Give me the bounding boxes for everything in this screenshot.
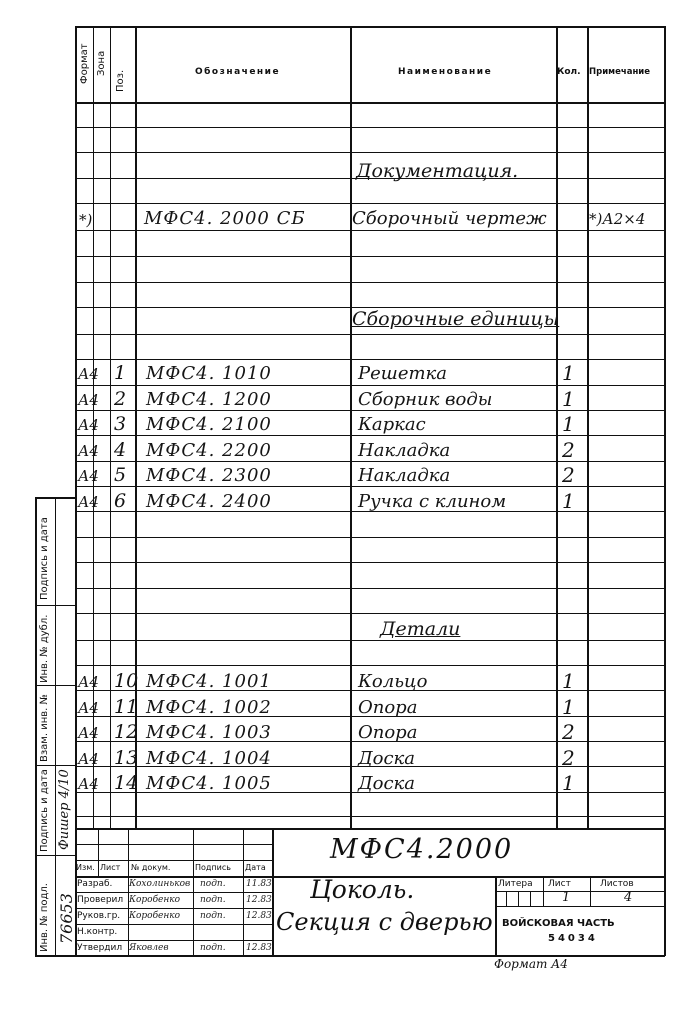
assembly-designation: МФС4. 2400 (146, 491, 272, 512)
section-parts: Детали (380, 618, 461, 640)
header-pos: Поз. (115, 69, 126, 92)
assembly-format: А4 (78, 365, 99, 383)
assembly-designation: МФС4. 1200 (146, 388, 272, 410)
part-pos: 11 (114, 695, 139, 718)
assembly-qty: 2 (562, 463, 575, 488)
side-podpis-data-bottom: Подпись и дата (39, 769, 50, 852)
part-qty: 2 (562, 745, 575, 770)
row-line (75, 334, 665, 335)
tb-date: 11.83 (246, 879, 272, 889)
tb-surname: Кохолиньков (129, 879, 191, 889)
part-designation: МФС4. 1005 (146, 773, 272, 795)
assembly-designation: МФС4. 1010 (146, 363, 272, 384)
section-documentation: Документация. (356, 160, 519, 182)
header-note: Примечание (589, 67, 651, 77)
part-format: А4 (78, 724, 99, 743)
side-sign: Фишер 4/10 (57, 769, 72, 850)
tb-role: Проверил (77, 895, 124, 905)
assembly-name: Ручка с клином (358, 491, 507, 512)
assembly-pos: 6 (114, 490, 127, 512)
tb-role: Утвердил (77, 943, 123, 953)
doc-designation: МФС4. 2000 СБ (144, 208, 306, 229)
col-data: Дата (245, 863, 266, 872)
part-name: Доска (358, 773, 416, 795)
header-designation: Обозначение (195, 67, 281, 77)
row-line (75, 461, 665, 462)
part-pos: 10 (114, 670, 139, 692)
part-format: А4 (78, 775, 99, 794)
side-podpis-data-top: Подпись и дата (39, 517, 50, 600)
assembly-qty: 1 (562, 386, 575, 411)
part-format: А4 (78, 698, 99, 717)
assembly-pos: 5 (114, 464, 127, 487)
row-line (75, 359, 665, 360)
assembly-pos: 2 (114, 387, 127, 410)
tb-date: 12.83 (246, 895, 272, 905)
part-qty: 1 (562, 694, 575, 719)
assembly-format: А4 (78, 441, 99, 460)
assembly-qty: 1 (562, 361, 575, 385)
assembly-pos: 3 (114, 413, 127, 436)
tb-surname: Коробенко (129, 911, 181, 921)
assembly-qty: 1 (562, 412, 575, 437)
org-line2: 54034 (548, 933, 598, 944)
part-designation: МФС4. 1002 (146, 696, 272, 718)
part-format: А4 (78, 749, 99, 768)
part-qty: 1 (562, 771, 575, 796)
header-name: Наименование (398, 67, 493, 77)
assembly-name: Решетка (358, 363, 448, 384)
assembly-designation: МФС4. 2300 (146, 465, 272, 487)
header-format: Формат (79, 43, 90, 84)
assembly-qty: 2 (562, 437, 575, 462)
part-name: Опора (358, 722, 418, 744)
list-label: Лист (548, 879, 571, 889)
row-line (75, 282, 665, 283)
row-line (75, 256, 665, 257)
part-name: Кольцо (358, 671, 428, 692)
doc-format: *) (79, 211, 93, 229)
list-value: 1 (562, 890, 571, 905)
section-assemblies: Сборочные единицы (352, 308, 560, 330)
litera-label: Литера (498, 879, 533, 889)
col-list: Лист (100, 863, 121, 872)
side-inv-dubl: Инв. № дубл. (39, 614, 50, 683)
col-izm: Изм. (76, 863, 95, 872)
assembly-designation: МФС4. 2200 (146, 439, 272, 461)
format-note: Формат А4 (494, 957, 568, 971)
part-pos: 12 (114, 721, 139, 744)
part-pos: 14 (114, 772, 139, 795)
assembly-qty: 1 (562, 489, 575, 513)
listov-label: Листов (600, 879, 634, 889)
assembly-format: А4 (78, 390, 99, 409)
part-qty: 2 (562, 720, 575, 745)
assembly-name: Накладка (358, 465, 451, 487)
row-line (75, 410, 665, 411)
assembly-name: Накладка (358, 439, 451, 461)
part-format: А4 (78, 673, 99, 691)
header-qty: Кол. (557, 67, 581, 77)
row-line (75, 816, 665, 817)
tb-date: 12.83 (246, 911, 272, 921)
title-line1: Цоколь. (310, 875, 415, 904)
tb-role: Разраб. (77, 879, 113, 889)
row-line (75, 127, 665, 128)
tb-role: Руков.гр. (77, 911, 121, 921)
doc-note: *)А2×4 (589, 210, 646, 228)
col-ndoc: № докум. (131, 863, 171, 872)
part-designation: МФС4. 1003 (146, 722, 272, 744)
assembly-pos: 4 (114, 438, 127, 461)
tb-role: Н.контр. (77, 927, 118, 937)
part-name: Опора (358, 696, 418, 718)
row-line (75, 640, 665, 641)
doc-number: МФС4.2000 (330, 834, 514, 865)
assembly-designation: МФС4. 2100 (146, 414, 272, 436)
row-line (75, 613, 665, 614)
side-vzam-inv: Взам. инв. № (39, 694, 50, 762)
tb-date: 12.83 (246, 943, 272, 953)
assembly-format: А4 (78, 493, 99, 511)
title-line2: Секция с дверью (276, 908, 493, 936)
assembly-format: А4 (78, 416, 99, 435)
assembly-name: Каркас (358, 414, 426, 436)
part-pos: 13 (114, 746, 139, 769)
row-line (75, 537, 665, 538)
row-line (75, 152, 665, 153)
col-podp: Подпись (195, 863, 231, 872)
row-line (75, 230, 665, 231)
row-line (75, 203, 665, 204)
tb-surname: Коробенко (129, 895, 181, 905)
assembly-format: А4 (78, 467, 99, 486)
part-name: Доска (358, 747, 416, 769)
org-line1: ВОЙСКОВАЯ ЧАСТЬ (502, 918, 615, 929)
row-line (75, 665, 665, 666)
assembly-name: Сборник воды (358, 388, 493, 410)
tb-signature: подп. (200, 879, 226, 889)
listov-value: 4 (624, 890, 633, 905)
row-line (75, 562, 665, 563)
part-designation: МФС4. 1001 (146, 671, 272, 692)
part-designation: МФС4. 1004 (146, 747, 272, 769)
tb-signature: подп. (200, 911, 226, 921)
tb-surname: Яковлев (129, 943, 169, 953)
doc-name: Сборочный чертеж (352, 208, 547, 229)
part-qty: 1 (562, 669, 575, 693)
row-line (75, 588, 665, 589)
header-zone: Зона (96, 50, 107, 76)
tb-signature: подп. (200, 895, 226, 905)
row-line (75, 385, 665, 386)
assembly-pos: 1 (114, 362, 127, 384)
side-inv-number: 76653 (57, 893, 76, 944)
tb-signature: подп. (200, 943, 226, 953)
side-inv-podl: Инв. № подл. (39, 883, 50, 952)
